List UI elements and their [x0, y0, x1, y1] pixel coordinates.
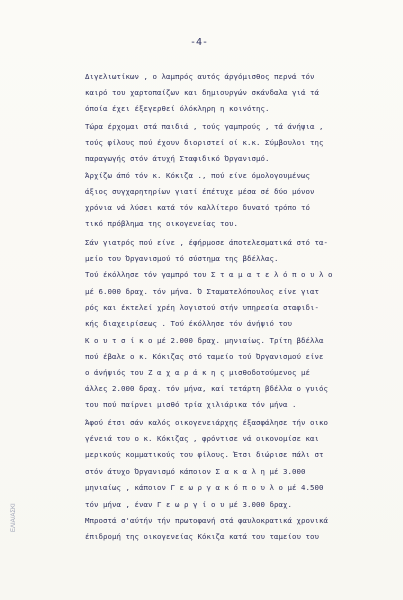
- text-line: καιρό του χαρτοπαίζων και δημιουργών σκάνδαλα γιά τά: [85, 88, 319, 97]
- text-line: του πού παίρνει μισθό τρία χιλιάρικα τόν μήνα .: [85, 400, 297, 409]
- text-line: έπιδρομή της οικογενείας Κόκιζα κατά του ταμείου του: [85, 532, 319, 541]
- text-line: τούς φίλους πού έχουν διοριστεί οί κ.κ. Σύμβουλοι της: [85, 138, 324, 147]
- text-line: Άφού έτσι σάν καλός οικογενειάρχης έξασφάλησε τήν οικο: [85, 418, 328, 427]
- text-line: άξιος συγχαρητηρίων γιατί έπέτυχε μέσα σέ δύο μόνον: [85, 187, 315, 196]
- text-line: παραγωγής στόν άτυχή Σταφιδικό Όργανισμό.: [85, 154, 270, 163]
- text-line: Άρχίζω άπό τόν κ. Κόκιζα ., πού είνε όμολογουμένως: [85, 171, 310, 180]
- text-line: όποία έχει έξεγερθεί όλόκληρη η κοινότης.: [85, 104, 270, 113]
- text-line: τικό πρόβλημα της οικογενείας του.: [85, 219, 238, 228]
- archive-stamp: EΛΙΑ/ΑΣΚΙ: [11, 503, 17, 532]
- text-line: Τού έκόλλησε τόν γαμπρό του Σ τ α μ α τ ε λ ό π ο υ λ ο: [85, 270, 333, 279]
- text-line: στόν άτυχο Όργανισμό κάποιον Σ α κ α λ η μέ 3.000: [85, 467, 306, 476]
- text-line: μείο του Όργανισμού τό σύστημα της βδέλλας.: [85, 254, 279, 263]
- text-line: πού έβαλε ο κ. Κόκιζας στό ταμείο τού Όργανισμού είνε: [85, 352, 324, 361]
- text-line: Διγελιωτίκων , ο λαμπρός αυτός άργόμισθος περνά τόν: [85, 72, 315, 81]
- text-line: Σάν γιατρός πού είνε , έφήρμοσε άποτελεσματικά στό τα-: [85, 238, 328, 247]
- text-line: μηνιαίως , κάποιον Γ ε ω ρ γ α κ ό π ο υ λ ο μέ 4.500: [85, 483, 324, 492]
- text-line: ρός και έκτελεί χρέη λογιστού στήν υπηρεσία σταφιδι-: [85, 303, 319, 312]
- text-line: χρόνια νά λύσει κατά τόν καλλίτερο δυνατό τρόπο τό: [85, 203, 310, 212]
- text-line: Μπροστά σ'αύτήν τήν πρωτοφανή στά φαυλοκρατικά χρονικά: [85, 516, 328, 525]
- text-line: τόν μήνα , έναν Γ ε ω ρ γ ί ο υ μέ 3.000 δραχ.: [85, 500, 292, 509]
- text-line: μερικούς κομματικούς του φίλους. Έτσι διώρισε πάλι στ: [85, 450, 324, 459]
- text-line: γένειά του ο κ. Κόκιζας , φρόντισε νά οικονομίσε και: [85, 434, 319, 443]
- text-line: άλλες 2.000 δραχ. τόν μήνα, καί τετάρτη βδέλλα ο γυιός: [85, 384, 328, 393]
- text-line: μέ 6.000 δραχ. τόν μήνα. Ό Σταματελόπουλος είνε γιατ: [85, 287, 319, 296]
- text-line: κής διαχειρίσεως . Τού έκόλλησε τόν άνήψιό του: [85, 319, 292, 328]
- text-line: ο άνήψιός του Ζ α χ α ρ ά κ η ς μισθοδοτούμενος μέ: [85, 368, 310, 377]
- page-number: -4-: [190, 37, 209, 48]
- text-line: Κ ο υ τ σ ί κ ο μέ 2.000 δραχ. μηνιαίως. Τρίτη βδέλλα: [85, 336, 324, 345]
- text-line: Τώρα έρχομαι στά παιδιά , τούς γαμπρούς , τά άνήψια ,: [85, 122, 324, 131]
